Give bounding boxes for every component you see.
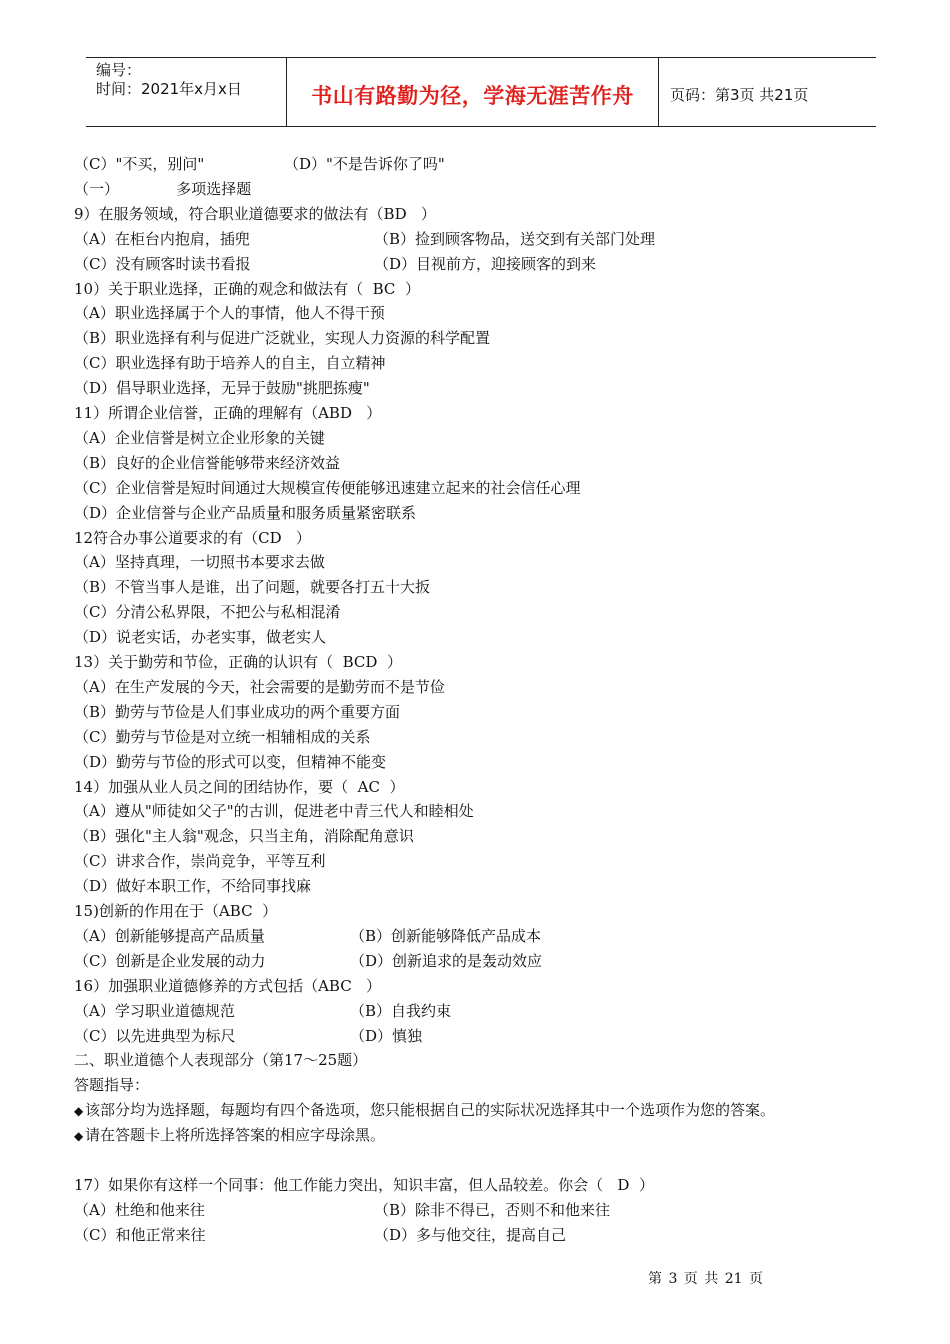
line-text: （B）勤劳与节俭是人们事业成功的两个重要方面 bbox=[74, 702, 401, 721]
line-text: （C）分清公私界限，不把公与私相混淆 bbox=[74, 603, 341, 622]
text-line bbox=[74, 478, 580, 498]
header-left-cell bbox=[86, 58, 287, 126]
line-text: （C）"不买，别问" bbox=[74, 155, 205, 173]
line-text: 10）关于职业选择，正确的观念和做法有（ BC ） bbox=[74, 279, 420, 298]
text-line bbox=[74, 752, 386, 772]
text-line bbox=[74, 677, 445, 697]
text-line bbox=[74, 552, 325, 572]
line-text: （A）坚持真理，一切照书本要求去做 bbox=[74, 553, 325, 572]
line-text: （D）企业信誉与企业产品质量和服务质量紧密联系 bbox=[74, 503, 417, 522]
line-text: 13）关于勤劳和节俭，正确的认识有（ BCD ） bbox=[74, 653, 402, 671]
text-line bbox=[74, 279, 420, 299]
line-text: （B）强化"主人翁"观念，只当主角，消除配角意识 bbox=[74, 827, 414, 846]
page-info: 页码：第3页 共21页 bbox=[670, 85, 809, 104]
text-line bbox=[74, 1050, 367, 1070]
text-line bbox=[74, 702, 400, 722]
line-text: （C）创新是企业发展的动力 bbox=[74, 951, 266, 970]
line-text: 17）如果你有这样一个同事：他工作能力突出，知识丰富，但人品较差。你会（ D ） bbox=[74, 1175, 654, 1194]
text-line bbox=[74, 229, 250, 249]
time-label: 时间：2021年x月x日 bbox=[96, 80, 242, 98]
text-line bbox=[74, 328, 490, 348]
text-line bbox=[74, 951, 265, 971]
line-text: （D）做好本职工作，不给同事找麻 bbox=[74, 877, 312, 896]
line-text: 16）加强职业道德修养的方式包括（ABC ） bbox=[74, 976, 382, 995]
text-line bbox=[74, 254, 250, 274]
option-right: （B）除非不得已，否则不和他来往 bbox=[374, 1200, 611, 1219]
line-text: （B）不管当事人是谁，出了问题，就要各打五十大扳 bbox=[74, 578, 431, 597]
text-line bbox=[74, 154, 204, 174]
header-motto-cell bbox=[287, 58, 659, 126]
line-text: 答题指导： bbox=[74, 1076, 150, 1095]
line-text: （B）良好的企业信誉能够带来经济效益 bbox=[74, 453, 341, 472]
text-line bbox=[74, 926, 265, 946]
motto-text: 书山有路勤为径，学海无涯苦作舟 bbox=[311, 84, 634, 108]
option-right: （B）创新能够降低产品成本 bbox=[350, 926, 542, 945]
text-line bbox=[74, 1100, 775, 1121]
line-text: （A）杜绝和他来往 bbox=[74, 1200, 205, 1219]
line-text: （C）以先进典型为标尺 bbox=[74, 1026, 236, 1045]
line-text: （一） 多项选择题 bbox=[74, 179, 252, 198]
line-text: （D）勤劳与节俭的形式可以变，但精神不能变 bbox=[74, 752, 387, 771]
text-line bbox=[74, 403, 381, 423]
line-text: （C）勤劳与节俭是对立统一相辅相成的关系 bbox=[74, 727, 371, 746]
text-line bbox=[74, 428, 325, 448]
text-line bbox=[74, 627, 326, 647]
option-right: （D）多与他交往，提高自己 bbox=[374, 1225, 567, 1244]
text-line bbox=[74, 602, 340, 622]
text-line bbox=[74, 777, 404, 797]
number-label: 编号： bbox=[96, 61, 142, 79]
text-line bbox=[74, 204, 436, 224]
option-right: （D）慎独 bbox=[350, 1026, 423, 1045]
line-text: （A）在柜台内抱肩，插兜 bbox=[74, 229, 250, 248]
option-right: （D）"不是告诉你了吗" bbox=[284, 155, 445, 173]
option-right: （D）创新追求的是轰动效应 bbox=[350, 951, 543, 970]
option-right: （B）自我约束 bbox=[350, 1001, 452, 1020]
line-text: （D）倡导职业选择，无异于鼓励"挑肥拣瘦" bbox=[74, 379, 370, 398]
line-text: （D）说老实话，办老实事，做老实人 bbox=[74, 628, 327, 647]
text-line bbox=[74, 1200, 205, 1220]
bullet-diamond-icon: ◆ bbox=[74, 1104, 84, 1119]
line-text: 二、职业道德个人表现部分（第17～25题） bbox=[74, 1051, 368, 1070]
line-text: （A）企业信誉是树立企业形象的关键 bbox=[74, 428, 325, 447]
header-page-cell bbox=[660, 58, 876, 126]
line-text: 14）加强从业人员之间的团结协作，要（ AC ） bbox=[74, 777, 405, 796]
line-text: 该部分均为选择题，每题均有四个备选项，您只能根据自己的实际状况选择其中一个选项作为您的答案。 bbox=[85, 1101, 776, 1120]
text-line bbox=[74, 1001, 235, 1021]
text-line bbox=[74, 976, 381, 996]
line-text: （A）遵从"师徒如父子"的古训，促进老中青三代人和睦相处 bbox=[74, 802, 474, 821]
text-line bbox=[74, 1125, 385, 1146]
bullet-diamond-icon: ◆ bbox=[74, 1129, 84, 1144]
line-text: 11）所谓企业信誉，正确的理解有（ABD ） bbox=[74, 404, 382, 422]
text-line bbox=[74, 876, 311, 896]
line-text: （A）职业选择属于个人的事情，他人不得干预 bbox=[74, 304, 385, 323]
text-line bbox=[74, 826, 414, 846]
line-text: （A）学习职业道德规范 bbox=[74, 1001, 235, 1020]
line-text: （B）职业选择有利与促进广泛就业，实现人力资源的科学配置 bbox=[74, 329, 491, 348]
text-line bbox=[74, 453, 340, 473]
text-line bbox=[74, 353, 385, 373]
text-line bbox=[74, 1225, 205, 1245]
line-text: 9）在服务领域，符合职业道德要求的做法有（BD ） bbox=[74, 204, 436, 223]
text-line bbox=[74, 851, 325, 871]
text-line bbox=[74, 1075, 149, 1095]
line-text: （C）职业选择有助于培养人的自主，自立精神 bbox=[74, 354, 386, 373]
line-text: 15)创新的作用在于（ABC ） bbox=[74, 902, 278, 920]
line-text: （C）讲求合作，崇尚竞争，平等互利 bbox=[74, 852, 326, 871]
text-line bbox=[74, 901, 277, 921]
text-line bbox=[74, 652, 402, 672]
text-line bbox=[74, 727, 370, 747]
text-line bbox=[74, 528, 311, 548]
text-line bbox=[74, 179, 251, 199]
line-text: （A）在生产发展的今天，社会需要的是勤劳而不是节俭 bbox=[74, 677, 445, 696]
text-line bbox=[74, 577, 430, 597]
text-line bbox=[74, 801, 474, 821]
text-line bbox=[74, 1175, 654, 1195]
line-text: 12符合办事公道要求的有（CD ） bbox=[74, 528, 311, 547]
line-text: （C）企业信誉是短时间通过大规模宣传便能够迅速建立起来的社会信任心理 bbox=[74, 478, 581, 497]
text-line bbox=[74, 378, 370, 398]
text-line bbox=[74, 303, 385, 323]
option-right: （B）捡到顾客物品，送交到有关部门处理 bbox=[374, 229, 656, 248]
line-text: 请在答题卡上将所选择答案的相应字母涂黑。 bbox=[85, 1126, 386, 1145]
line-text: （A）创新能够提高产品质量 bbox=[74, 926, 265, 945]
line-text: （C）和他正常来往 bbox=[74, 1225, 206, 1244]
option-right: （D）目视前方，迎接顾客的到来 bbox=[374, 254, 597, 273]
text-line bbox=[74, 503, 416, 523]
line-text: （C）没有顾客时读书看报 bbox=[74, 254, 251, 273]
page-header bbox=[86, 57, 876, 127]
page-footer: 第 3 页 共 21 页 bbox=[648, 1271, 763, 1287]
text-line bbox=[74, 1026, 235, 1046]
